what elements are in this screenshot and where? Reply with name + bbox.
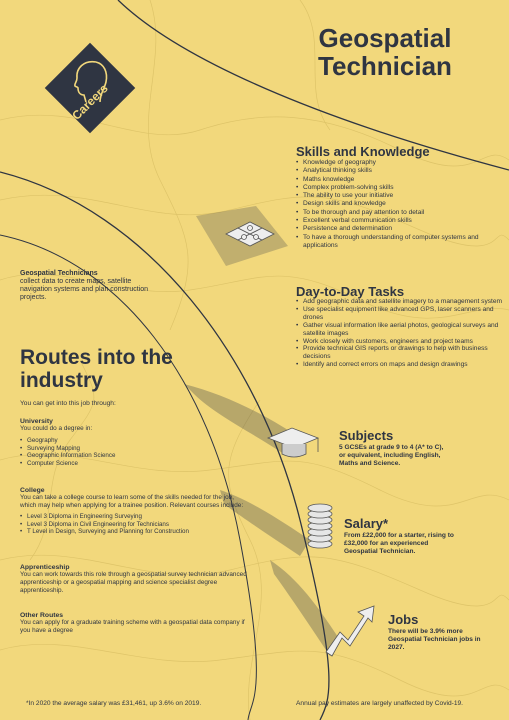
skills-list bbox=[296, 159, 506, 250]
coin-stack-icon bbox=[220, 470, 340, 560]
apprenticeship-title: Apprenticeship bbox=[20, 564, 70, 571]
college-list bbox=[20, 513, 248, 536]
list-item: • The ability to use your initiative bbox=[296, 192, 506, 200]
other-routes-text: You can apply for a graduate training scheme with a geospatial data company if you have a degree bbox=[20, 619, 245, 634]
college-title: College bbox=[20, 487, 45, 494]
list-item: • Knowledge of geography bbox=[296, 159, 506, 167]
list-item: • Level 3 Diploma in Civil Engineering for Technicians bbox=[20, 521, 248, 529]
route-other bbox=[20, 612, 256, 635]
list-item: • Surveying Mapping bbox=[20, 445, 220, 453]
puzzle-icon bbox=[196, 206, 288, 266]
salary-heading: Salary* bbox=[344, 516, 389, 531]
title-line-2: Technician bbox=[318, 51, 452, 81]
list-item: • Geography bbox=[20, 437, 220, 445]
subjects-heading: Subjects bbox=[339, 428, 394, 443]
list-item: • T Level in Design, Surveying and Planning for Construction bbox=[20, 528, 248, 536]
route-college bbox=[20, 487, 248, 536]
intro-role: Geospatial Technicians bbox=[20, 270, 98, 277]
job-intro bbox=[20, 270, 162, 302]
salary-text: From £22,000 for a starter, rising to £32,000 for an experienced Geospatial Technician. bbox=[344, 532, 454, 555]
graduation-cap-icon bbox=[184, 384, 334, 474]
intro-text: collect data to create maps, satellite navigation systems and plan construction projects. bbox=[20, 278, 149, 301]
university-title: University bbox=[20, 418, 53, 425]
list-item: • Analytical thinking skills bbox=[296, 167, 506, 175]
list-item: • Work closely with customers, engineers and project teams bbox=[296, 338, 506, 346]
list-item: • Design skills and knowledge bbox=[296, 200, 506, 208]
footnote-salary: *In 2020 the average salary was £31,461, up 3.6% on 2019. bbox=[26, 700, 202, 707]
careers-badge bbox=[42, 40, 138, 136]
university-text: You could do a degree in: bbox=[20, 425, 93, 432]
list-item: • To have a thorough understanding of computer systems and applications bbox=[296, 234, 506, 251]
list-item: • Excellent verbal communication skills bbox=[296, 217, 506, 225]
jobs-heading: Jobs bbox=[388, 612, 419, 627]
growth-arrow-icon bbox=[270, 560, 380, 660]
list-item: • Provide technical GIS reports or drawings to help with business decisions bbox=[296, 345, 506, 361]
routes-intro: You can get into this job through: bbox=[20, 400, 116, 407]
list-item: • Identify and correct errors on maps and design drawings bbox=[296, 361, 506, 369]
tasks-heading: Day-to-Day Tasks bbox=[296, 284, 405, 299]
routes-title: Routes into the industry bbox=[20, 346, 173, 392]
list-item: • Add geographic data and satellite imagery to a management system bbox=[296, 298, 506, 306]
college-text: You can take a college course to learn some of the skills needed for the job, which may help when applying for a trainee position. Relevant courses include: bbox=[20, 494, 244, 509]
other-routes-title: Other Routes bbox=[20, 612, 64, 619]
skills-heading: Skills and Knowledge bbox=[296, 144, 430, 159]
jobs-text: There will be 3.9% more Geospatial Technician jobs in 2027. bbox=[388, 628, 481, 651]
list-item: • Geographic Information Science bbox=[20, 452, 220, 460]
list-item: • Complex problem-solving skills bbox=[296, 184, 506, 192]
page-title bbox=[280, 24, 490, 80]
list-item: • Computer Science bbox=[20, 460, 220, 468]
title-line-1: Geospatial bbox=[318, 23, 452, 53]
list-item: • To be thorough and pay attention to detail bbox=[296, 209, 506, 217]
tasks-list bbox=[296, 298, 506, 369]
footnote-covid: Annual pay estimates are largely unaffected by Covid-19. bbox=[296, 700, 464, 707]
badge-label: Careers bbox=[69, 81, 111, 123]
list-item: • Level 3 Diploma in Engineering Surveying bbox=[20, 513, 248, 521]
list-item: • Maths knowledge bbox=[296, 176, 506, 184]
list-item: • Persistence and determination bbox=[296, 225, 506, 233]
route-apprenticeship bbox=[20, 564, 256, 595]
list-item: • Gather visual information like aerial photos, geological surveys and satellite images bbox=[296, 322, 506, 338]
subjects-text: 5 GCSEs at grade 9 to 4 (A* to C), or equivalent, including English, Maths and Science. bbox=[339, 444, 444, 467]
list-item: • Use specialist equipment like advanced GPS, laser scanners and drones bbox=[296, 306, 506, 322]
apprenticeship-text: You can work towards this role through a geospatial survey technician advanced apprenticeship or a geospatial mapping and science specialist degree apprenticeship. bbox=[20, 571, 247, 594]
